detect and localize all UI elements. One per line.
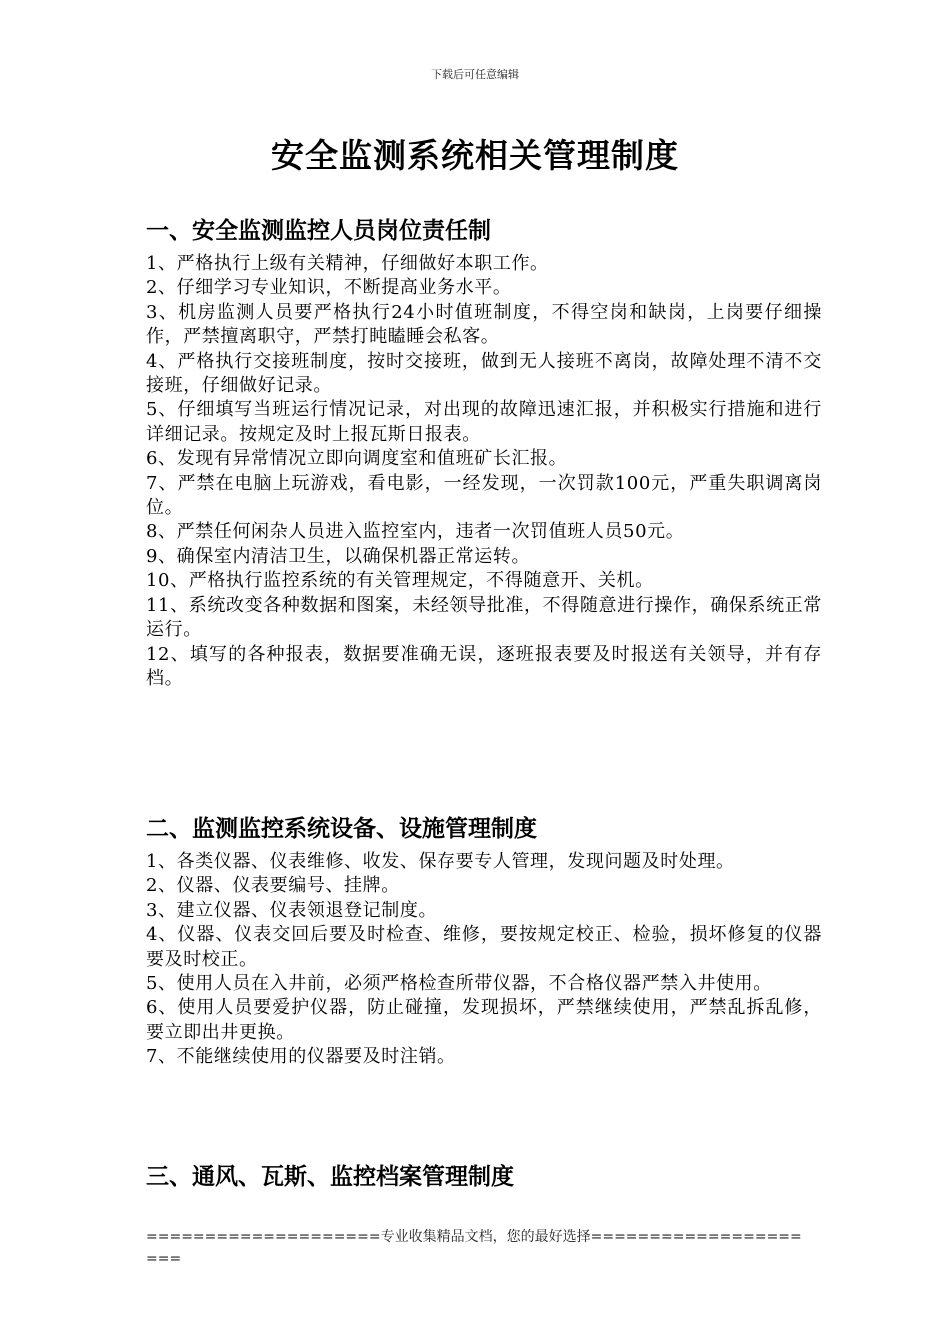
list-item: 6、使用人员要爱护仪器，防止碰撞，发现损坏，严禁继续使用，严禁乱拆乱修，要立即出井更换。 [146, 997, 822, 1043]
list-item: 7、严禁在电脑上玩游戏，看电影，一经发现，一次罚款100元，严重失职调离岗位。 [146, 472, 822, 519]
section-heading-3: 三、通风、瓦斯、监控档案管理制度 [146, 1163, 514, 1190]
list-item: 8、严禁任何闲杂人员进入监控室内，违者一次罚值班人员50元。 [146, 521, 685, 543]
list-item: 2、仪器、仪表要编号、挂牌。 [146, 875, 400, 897]
list-item: 3、机房监测人员要严格执行24小时值班制度，不得空岗和缺岗，上岗要仔细操作，严禁擅离职守，严禁打盹瞌睡会私客。 [146, 301, 822, 348]
list-item: 6、发现有异常情况立即向调度室和值班矿长汇报。 [146, 448, 568, 470]
list-item: 5、仔细填写当班运行情况记录，对出现的故障迅速汇报，并积极实行措施和进行详细记录。按规定及时上报瓦斯日报表。 [146, 399, 822, 445]
list-item: 7、不能继续使用的仪器要及时注销。 [146, 1046, 456, 1068]
section-2-list [146, 850, 822, 1070]
list-item: 2、仔细学习专业知识，不断提高业务水平。 [146, 277, 512, 299]
list-item: 12、填写的各种报表，数据要准确无误，逐班报表要及时报送有关领导，并有存档。 [146, 643, 822, 689]
header-note: 下载后可任意编辑 [431, 68, 519, 81]
list-item: 5、使用人员在入井前，必须严格检查所带仪器，不合格仪器严禁入井使用。 [146, 973, 772, 995]
footer-note: ====================专业收集精品文档，您的最好选择===================== [146, 1229, 802, 1267]
list-item: 1、各类仪器、仪表维修、收发、保存要专人管理，发现问题及时处理。 [146, 851, 735, 872]
list-item: 9、确保室内清洁卫生，以确保机器正常运转。 [146, 545, 531, 567]
list-item: 11、系统改变各种数据和图案，未经领导批准，不得随意进行操作，确保系统正常运行。 [146, 594, 822, 641]
section-heading-1: 一、安全监测监控人员岗位责任制 [146, 217, 491, 244]
list-item: 1、严格执行上级有关精神，仔细做好本职工作。 [146, 253, 549, 274]
list-item: 4、仪器、仪表交回后要及时检查、维修，要按规定校正、检验，损坏修复的仪器要及时校正。 [146, 924, 822, 970]
document-title: 安全监测系统相关管理制度 [271, 136, 679, 175]
section-heading-2: 二、监测监控系统设备、设施管理制度 [146, 815, 537, 842]
list-item: 4、严格执行交接班制度，按时交接班，做到无人接班不离岗，故障处理不清不交接班，仔细做好记录。 [146, 350, 822, 397]
list-item: 10、严格执行监控系统的有关管理规定，不得随意开、关机。 [146, 570, 654, 592]
section-1-list [146, 252, 822, 691]
list-item: 3、建立仪器、仪表领退登记制度。 [146, 899, 438, 921]
